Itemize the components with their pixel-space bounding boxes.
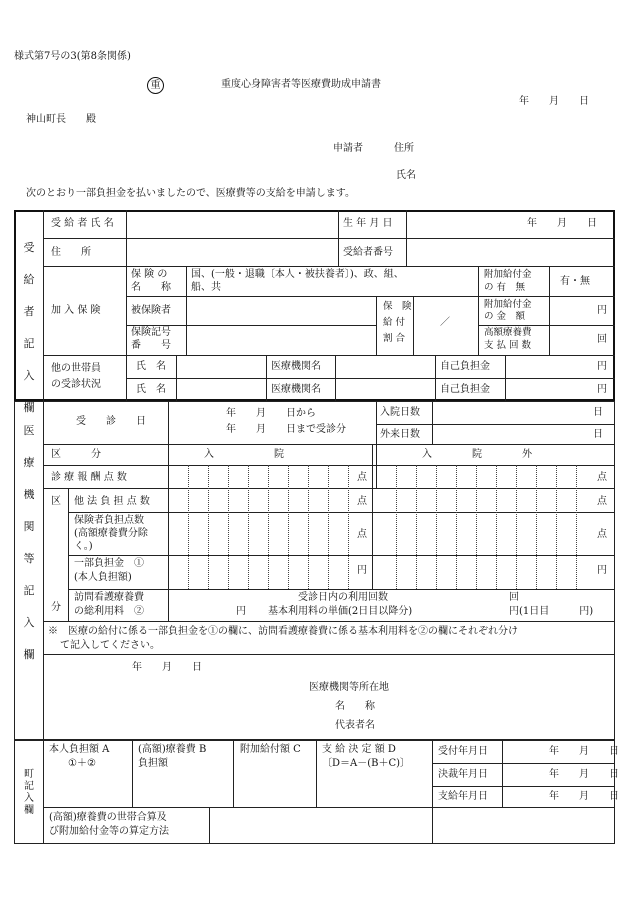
category-label: 区 分 — [51, 449, 101, 460]
recipient-number-label: 受給者番号 — [343, 247, 393, 258]
public-points-label: 他 法 負 担 点 数 — [74, 496, 150, 507]
extra-amount-label-2: の 金 額 — [484, 311, 526, 322]
copay-unit: 円 — [357, 565, 367, 576]
household-copay-label: 自己負担金 — [440, 361, 490, 372]
benefit-rate-slash[interactable]: ／ — [440, 317, 450, 328]
high-cost-unit: 回 — [597, 334, 607, 345]
note-line-2: て記入してください。 — [60, 640, 160, 651]
amount-d-label-1: 支 給 決 定 額 D — [322, 744, 396, 755]
applicant-label: 申請者 — [333, 143, 363, 154]
copay-unit: 円 — [597, 565, 607, 576]
household-name-label: 氏 名 — [136, 384, 166, 395]
decided-date-value[interactable]: 年 月 日 — [549, 769, 619, 780]
applicant-name-label: 氏名 — [396, 170, 416, 181]
outpatient-days-unit: 日 — [593, 429, 603, 440]
nursing-visits-label: 受診日内の利用回数 — [298, 592, 388, 603]
visit-date-label: 受 診 日 — [76, 416, 146, 427]
points-unit: 点 — [597, 496, 607, 507]
facility-location-label: 医療機関等所在地 — [309, 682, 389, 693]
insurer-points-label-2: (高額療養費分除 — [74, 528, 148, 539]
nursing-label-1: 訪問看護療養費 — [74, 592, 144, 603]
facility-rep-label: 代表者名 — [335, 720, 375, 731]
benefit-rate-label-2: 給 付 — [383, 317, 406, 328]
symbol-label-2: 番 号 — [131, 340, 171, 351]
visit-from[interactable]: 年 月 日から — [226, 408, 316, 419]
recipient-address-field[interactable] — [127, 240, 337, 265]
nursing-day1: 円(1日目 円) — [509, 606, 594, 617]
form-title: 重度心身障害者等医療費助成申請書 — [221, 79, 381, 90]
amount-b-label-1: (高額)療養費 B — [138, 744, 207, 755]
amount-a-label-1: 本人負担額 A — [49, 744, 110, 755]
points-unit: 点 — [597, 472, 607, 483]
points-unit: 点 — [357, 472, 367, 483]
amount-c-label: 附加給付額 C — [240, 744, 301, 755]
nursing-total-unit: 円 — [236, 606, 246, 617]
points-unit: 点 — [357, 496, 367, 507]
amount-a-label-2: ①＋② — [68, 758, 96, 769]
amount-b-label-2: 負担額 — [138, 758, 168, 769]
severe-mark: 重 — [147, 77, 164, 94]
bun-label: 分 — [51, 602, 61, 613]
calc-method-label-1: (高額)療養費の世帯合算及 — [49, 812, 167, 823]
received-date-label: 受付年月日 — [438, 746, 488, 757]
applicant-address-label: 住所 — [394, 143, 414, 154]
points-unit: 点 — [597, 529, 607, 540]
household-facility-label: 医療機関名 — [271, 384, 321, 395]
household-label-2: の受診状況 — [51, 379, 101, 390]
symbol-label-1: 保険記号 — [131, 327, 171, 338]
addressee: 神山町長 殿 — [26, 114, 96, 125]
extra-benefit-value[interactable]: 有・無 — [560, 276, 590, 287]
insurer-points-label-3: く。) — [74, 541, 93, 552]
nursing-label-2: の総利用料 ② — [74, 606, 144, 617]
high-cost-label-1: 高額療養費 — [484, 327, 532, 338]
extra-benefit-label-1: 附加給付金 — [484, 269, 532, 280]
insurer-types-1[interactable]: 国、(一般・退職〔本人・被扶養者〕)、政、組、 — [191, 269, 404, 280]
nursing-base-label: 基本利用料の単価(2日目以降分) — [268, 606, 413, 617]
household-copay-unit: 円 — [597, 384, 607, 395]
certification-date[interactable]: 年 月 日 — [132, 662, 202, 673]
extra-amount-label-1: 附加給付金 — [484, 299, 532, 310]
points-unit: 点 — [357, 529, 367, 540]
insurer-points-label-1: 保険者負担点数 — [74, 515, 144, 526]
insurance-label: 加 入 保 険 — [51, 305, 101, 316]
high-cost-label-2: 支 払 回 数 — [484, 340, 532, 351]
ku-label: 区 — [51, 496, 61, 507]
received-date-value[interactable]: 年 月 日 — [549, 746, 619, 757]
outpatient-days-label: 外来日数 — [380, 429, 420, 440]
household-label-1: 他の世帯員 — [51, 363, 101, 374]
medical-section-title: 医 療 機 関 等 記 入 欄 — [23, 424, 35, 661]
copay-label-1: 一部負担金 ① — [74, 558, 144, 569]
recipient-address-label: 住 所 — [51, 247, 91, 258]
recipient-section-title: 受 給 者 記 入 欄 — [23, 241, 35, 414]
insured-label: 被保険者 — [131, 305, 171, 316]
facility-name-label: 名 称 — [335, 701, 375, 712]
insurer-name-label-1: 保 険 の — [131, 269, 168, 280]
outpatient-header: 入 院 外 — [422, 449, 532, 460]
intro-text: 次のとおり一部負担金を払いましたので、医療費等の支給を申請します。 — [26, 188, 355, 199]
note-line-1: ※ 医療の給付に係る一部負担金を①の欄に、訪問看護療養費に係る基本利用料を②の欄にそれぞれ分け — [48, 626, 518, 637]
visit-to[interactable]: 年 月 日まで受診分 — [226, 424, 346, 435]
header-date: 年 月 日 — [519, 96, 589, 107]
recipient-name-field[interactable] — [127, 212, 337, 237]
inpatient-days-label: 入院日数 — [380, 407, 420, 418]
insurer-name-label-2: 名 称 — [131, 282, 171, 293]
extra-amount-unit: 円 — [597, 305, 607, 316]
extra-benefit-label-2: の 有 無 — [484, 282, 526, 293]
copay-label-2: (本人負担額) — [74, 572, 132, 583]
calc-method-label-2: び附加給付金等の算定方法 — [49, 826, 169, 837]
benefit-rate-label-1: 保 険 — [383, 301, 412, 312]
dob-label: 生 年 月 日 — [343, 218, 393, 229]
paid-date-label: 支給年月日 — [438, 791, 488, 802]
inpatient-days-unit: 日 — [593, 407, 603, 418]
recipient-name-label: 受 給 者 氏 名 — [51, 218, 114, 229]
insurer-types-2[interactable]: 船、共 — [191, 282, 221, 293]
household-copay-unit: 円 — [597, 361, 607, 372]
nursing-visits-unit: 回 — [509, 592, 519, 603]
decided-date-label: 決裁年月日 — [438, 769, 488, 780]
points-label: 診 療 報 酬 点 数 — [51, 472, 127, 483]
form-number: 様式第7号の3(第8条関係) — [14, 51, 131, 62]
town-section-title: 町 記 入 欄 — [24, 769, 34, 816]
household-name-label: 氏 名 — [136, 361, 166, 372]
dob-value[interactable]: 年 月 日 — [527, 218, 597, 229]
household-facility-label: 医療機関名 — [271, 361, 321, 372]
household-copay-label: 自己負担金 — [440, 384, 490, 395]
recipient-number-field[interactable] — [407, 240, 613, 265]
amount-d-label-2: 〔D＝A－(B＋C)〕 — [322, 758, 411, 769]
paid-date-value[interactable]: 年 月 日 — [549, 791, 619, 802]
inpatient-header: 入 院 — [204, 449, 284, 460]
benefit-rate-label-3: 割 合 — [383, 333, 406, 344]
